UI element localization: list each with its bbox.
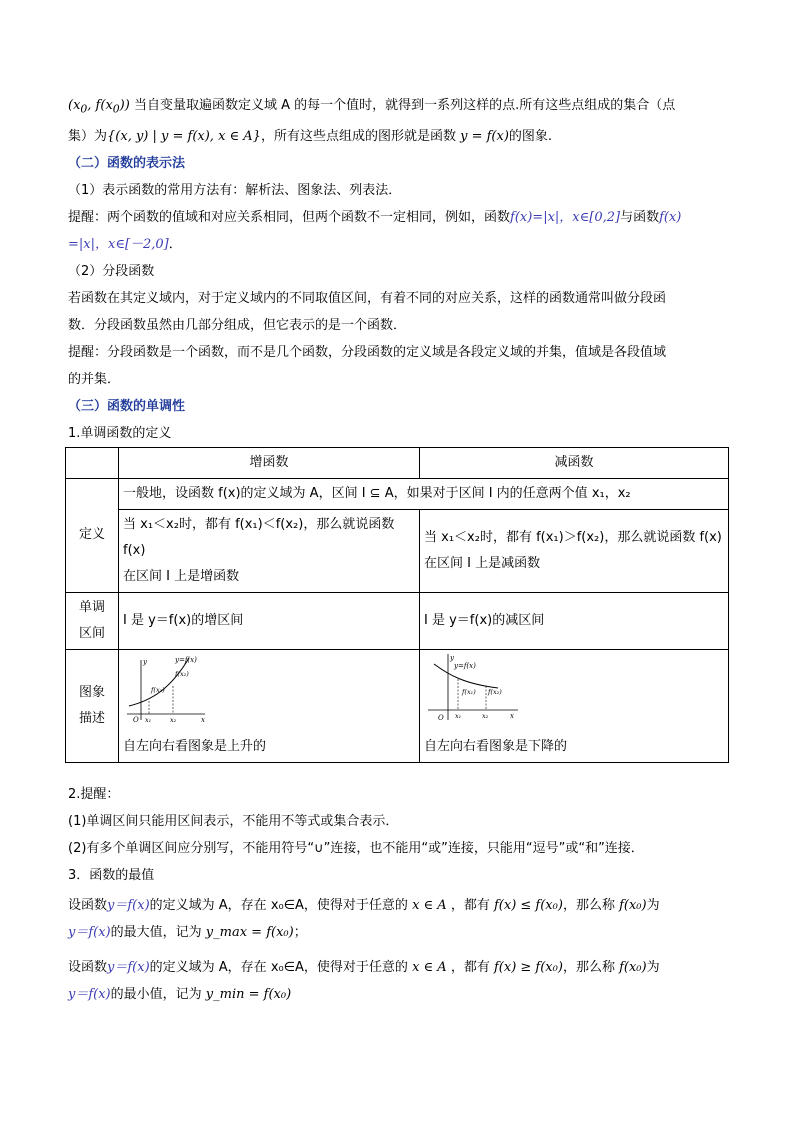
svg-text:f(x₂): f(x₂) bbox=[175, 669, 189, 678]
extremum-heading: 3．函数的最值 bbox=[68, 867, 155, 883]
row-label-graph: 图象 描述 bbox=[66, 649, 119, 762]
table-row-def bbox=[66, 509, 729, 592]
graph-desc-increasing: 自左向右看图象是上升的 bbox=[123, 738, 267, 754]
svg-text:x₁: x₁ bbox=[455, 711, 462, 720]
svg-text:x: x bbox=[201, 715, 205, 724]
svg-text:y: y bbox=[450, 653, 454, 662]
row-label-def: 定义 bbox=[66, 478, 119, 592]
svg-text:y=f(x): y=f(x) bbox=[454, 661, 476, 670]
representation-tip-2: =|x|，x∈[－2,0]． bbox=[68, 236, 182, 252]
table-header-row bbox=[66, 447, 729, 478]
point-notation: ($x_0$, $f(x_0)$) bbox=[68, 98, 130, 116]
piecewise-def-1: 若函数在其定义域内，对于定义域内的不同取值区间，有着不同的对应关系，这样的函数通常叫做分段函 bbox=[68, 290, 667, 306]
svg-text:f(x₁): f(x₁) bbox=[462, 687, 476, 696]
table-row-def-common bbox=[66, 478, 729, 509]
max-def-line-1: 设函数y＝f(x)的定义域为 A，存在 x₀∈A，使得对于任意的 x ∈ A ，都有 f(x) ≤ f(x₀)，那么称 f(x₀)为 bbox=[68, 897, 660, 913]
svg-text:x₂: x₂ bbox=[170, 715, 177, 724]
representation-methods: （1）表示函数的常用方法有：解析法、图象法、列表法． bbox=[68, 182, 402, 198]
set-notation: {(x, y) | y = f(x), x ∈ A} bbox=[107, 128, 261, 144]
tip-1: (1)单调区间只能用区间表示，不能用不等式或集合表示． bbox=[68, 813, 399, 829]
svg-text:x₁: x₁ bbox=[145, 715, 152, 724]
def-decreasing: 当 x₁＜x₂时，都有 f(x₁)＞f(x₂)，那么就说函数 f(x) 在区间 I 上是减函数 bbox=[420, 509, 729, 592]
def-common: 一般地，设函数 f(x)的定义域为 A，区间 I ⊆ A，如果对于区间 I 内的任意两个值 x₁，x₂ bbox=[119, 478, 729, 509]
monotonic-def-title: 1.单调函数的定义 bbox=[68, 425, 172, 441]
increasing-graph bbox=[123, 654, 213, 724]
representation-tip-1: 提醒：两个函数的值域和对应关系相同，但两个函数不一定相同，例如，函数f(x)=|x|，x∈[0,2]与函数f(x) bbox=[68, 209, 682, 225]
piecewise-tip-2: 的并集． bbox=[68, 371, 121, 387]
svg-text:y: y bbox=[143, 657, 147, 666]
section-heading-monotonicity: （三）函数的单调性 bbox=[68, 398, 186, 414]
intro-line-2: 集）为{(x, y) | y = f(x), x ∈ A}，所有这些点组成的图形就是函数 y = f(x)的图象. bbox=[68, 128, 553, 144]
row-label-interval: 单调 区间 bbox=[66, 592, 119, 649]
piecewise-tip-1: 提醒：分段函数是一个函数，而不是几个函数，分段函数的定义域是各段定义域的并集，值域是各段值域 bbox=[68, 344, 667, 360]
intro-text: 当自变量取遍函数定义域 A 的每一个值时，就得到一系列这样的点.所有这些点组成的集合（点 bbox=[133, 98, 676, 113]
monotonicity-table bbox=[65, 447, 729, 763]
document-page bbox=[68, 92, 730, 1008]
section-heading-representation: （二）函数的表示法 bbox=[68, 155, 186, 171]
min-def-line-1: 设函数y＝f(x)的定义域为 A，存在 x₀∈A，使得对于任意的 x ∈ A ，都有 f(x) ≥ f(x₀)，那么称 f(x₀)为 bbox=[68, 959, 660, 975]
interval-increasing: I 是 y＝f(x)的增区间 bbox=[119, 592, 420, 649]
table-row-interval bbox=[66, 592, 729, 649]
col-decreasing: 减函数 bbox=[420, 447, 729, 478]
svg-text:f(x₁): f(x₁) bbox=[151, 685, 165, 694]
svg-text:f(x₂): f(x₂) bbox=[488, 687, 502, 696]
svg-text:x: x bbox=[510, 711, 514, 720]
max-def-line-2: y＝f(x)的最大值，记为 y_max = f(x₀)； bbox=[68, 924, 307, 940]
intro-line-1 bbox=[68, 92, 730, 123]
svg-text:y=f(x): y=f(x) bbox=[175, 655, 197, 664]
svg-text:O: O bbox=[438, 713, 444, 722]
piecewise-heading: （2）分段函数 bbox=[68, 263, 155, 279]
def-increasing: 当 x₁＜x₂时，都有 f(x₁)＜f(x₂)，那么就说函数 f(x) 在区间 I 上是增函数 bbox=[119, 509, 420, 592]
graph-decreasing-cell bbox=[420, 649, 729, 762]
graph-desc-decreasing: 自左向右看图象是下降的 bbox=[424, 738, 568, 754]
piecewise-def-2: 数．分段函数虽然由几部分组成，但它表示的是一个函数． bbox=[68, 317, 407, 333]
interval-decreasing: I 是 y＝f(x)的减区间 bbox=[420, 592, 729, 649]
table-row-graph bbox=[66, 649, 729, 762]
col-increasing: 增函数 bbox=[119, 447, 420, 478]
min-def-line-2: y＝f(x)的最小值，记为 y_min = f(x₀) bbox=[68, 986, 292, 1002]
graph-increasing-cell bbox=[119, 649, 420, 762]
decreasing-graph bbox=[424, 652, 524, 724]
tip-2: (2)有多个单调区间应分别写，不能用符号“∪”连接，也不能用“或”连接，只能用“逗号”或“和”连接． bbox=[68, 840, 644, 856]
svg-text:O: O bbox=[133, 715, 139, 724]
tips-heading: 2.提醒： bbox=[68, 786, 120, 802]
svg-text:x₂: x₂ bbox=[482, 711, 489, 720]
